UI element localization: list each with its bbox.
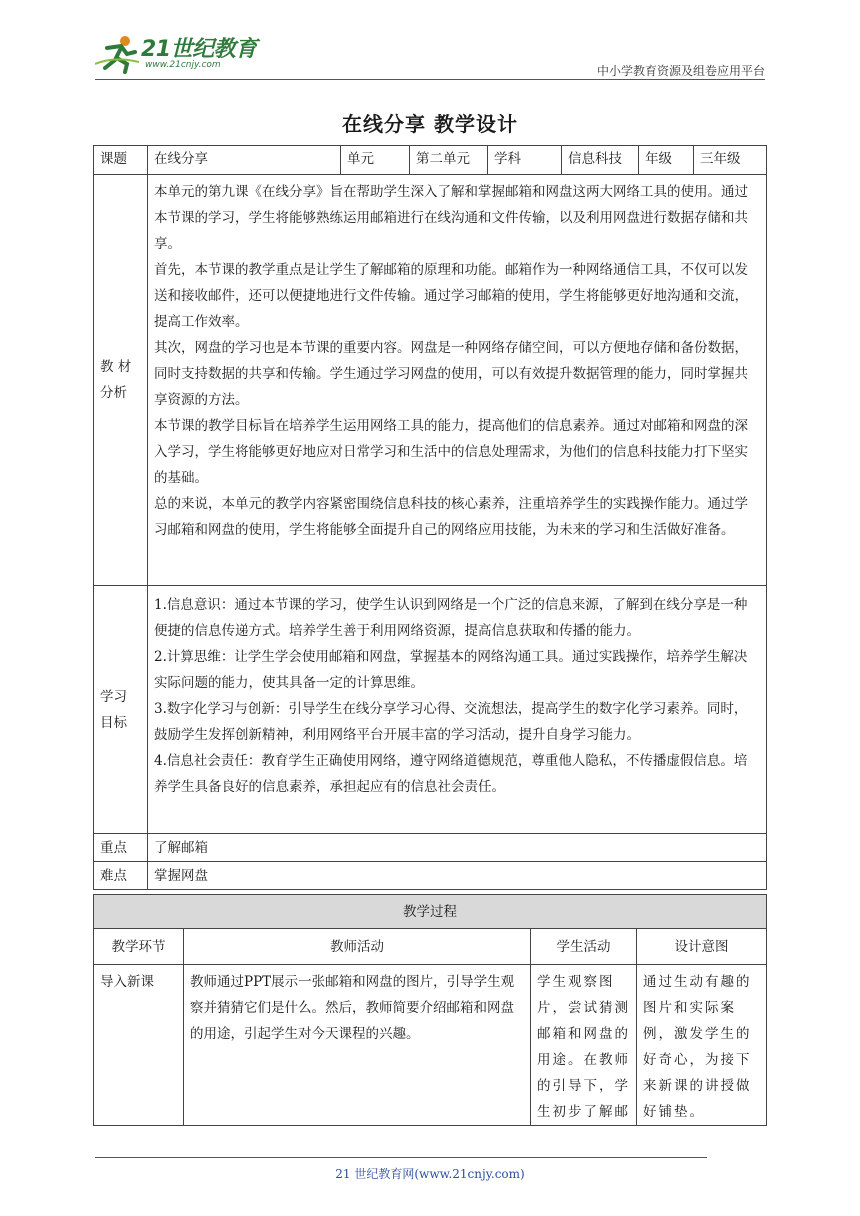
process-header-student: 学生活动 (531, 929, 637, 965)
grade-value: 三年级 (694, 146, 767, 175)
footer-text: 21 世纪教育网(www.21cnjy.com) (335, 1167, 525, 1181)
process-title: 教学过程 (94, 895, 767, 929)
course-label: 课题 (94, 146, 148, 175)
logo-text: 21世纪教育 (141, 37, 257, 62)
analysis-paragraph: 本单元的第九课《在线分享》旨在帮助学生深入了解和掌握邮箱和网盘这两大网络工具的使用。通过本节课的学习，学生将能够熟练运用邮箱进行在线沟通和文件传输，以及利用网盘进行数据存储和共享。 (154, 184, 748, 252)
course-value: 在线分享 (148, 146, 341, 175)
process-design-intent: 通过生动有趣的图片和实际案例，激发学生的好奇心，为接下来新课的讲授做好铺垫。 (637, 965, 767, 1126)
objectives-label: 学习 目标 (94, 586, 148, 834)
platform-name: 中小学教育资源及组卷应用平台 (596, 64, 765, 78)
difficulty-label: 难点 (94, 862, 148, 890)
key-point-label: 重点 (94, 834, 148, 862)
analysis-content (148, 175, 767, 586)
page-title: 在线分享 教学设计 (342, 112, 518, 136)
logo-url: www.21cnjy.com (145, 60, 221, 70)
teaching-process-table (93, 894, 767, 1126)
runner-logo-icon (95, 34, 139, 74)
key-point-value: 了解邮箱 (148, 834, 767, 862)
page-header (95, 30, 765, 78)
analysis-paragraph: 总的来说，本单元的教学内容紧密围绕信息科技的核心素养，注重培养学生的实践操作能力。通过学习邮箱和网盘的使用，学生将能够全面提升自己的网络应用技能，为未来的学习和生活做好准备。 (154, 496, 748, 538)
analysis-paragraph: 首先，本节课的教学重点是让学生了解邮箱的原理和功能。邮箱作为一种网络通信工具，不仅可以发送和接收邮件，还可以便捷地进行文件传输。通过学习邮箱的使用，学生将能够更好地沟通和交流，提高工作效率。 (154, 262, 748, 330)
difficulty-value: 掌握网盘 (148, 862, 767, 890)
objective-item: 4.信息社会责任：教育学生正确使用网络，遵守网络道德规范，尊重他人隐私，不传播虚假信息。培养学生具备良好的信息素养，承担起应有的信息社会责任。 (154, 753, 748, 795)
process-header-stage: 教学环节 (94, 929, 184, 965)
subject-value: 信息科技 (562, 146, 639, 175)
objectives-content (148, 586, 767, 834)
grade-label: 年级 (639, 146, 694, 175)
process-header-intent: 设计意图 (637, 929, 767, 965)
process-stage: 导入新课 (94, 965, 184, 1126)
header-divider (95, 79, 765, 80)
analysis-paragraph: 本节课的教学目标旨在培养学生运用网络工具的能力，提高他们的信息素养。通过对邮箱和网盘的深入学习，学生将能够更好地应对日常学习和生活中的信息处理需求，为他们的信息科技能力打下坚实的基础。 (154, 418, 748, 486)
lesson-info-table (93, 145, 767, 890)
process-student-activity: 学生观察图片，尝试猜测邮箱和网盘的用途。在教师的引导下，学生初步了解邮 (531, 965, 637, 1126)
unit-value: 第二单元 (410, 146, 488, 175)
objective-item: 1.信息意识：通过本节课的学习，使学生认识到网络是一个广泛的信息来源，了解到在线分享是一种便捷的信息传递方式。培养学生善于利用网络资源，提高信息获取和传播的能力。 (154, 597, 748, 639)
analysis-label: 教 材 分析 (94, 175, 148, 586)
footer-divider (95, 1157, 707, 1158)
process-teacher-activity: 教师通过PPT展示一张邮箱和网盘的图片，引导学生观察并猜猜它们是什么。然后，教师简要介绍邮箱和网盘的用途，引起学生对今天课程的兴趣。 (184, 965, 531, 1126)
analysis-paragraph: 其次，网盘的学习也是本节课的重要内容。网盘是一种网络存储空间，可以方便地存储和备份数据，同时支持数据的共享和传输。学生通过学习网盘的使用，可以有效提升数据管理的能力，同时掌握共享资源的方法。 (154, 340, 748, 408)
unit-label: 单元 (341, 146, 410, 175)
subject-label: 学科 (488, 146, 562, 175)
objective-item: 3.数字化学习与创新：引导学生在线分享学习心得、交流想法，提高学生的数字化学习素养。同时，鼓励学生发挥创新精神，利用网络平台开展丰富的学习活动，提升自身学习能力。 (154, 701, 748, 743)
process-header-teacher: 教师活动 (184, 929, 531, 965)
objective-item: 2.计算思维：让学生学会使用邮箱和网盘，掌握基本的网络沟通工具。通过实践操作，培养学生解决实际问题的能力，使其具备一定的计算思维。 (154, 649, 748, 691)
